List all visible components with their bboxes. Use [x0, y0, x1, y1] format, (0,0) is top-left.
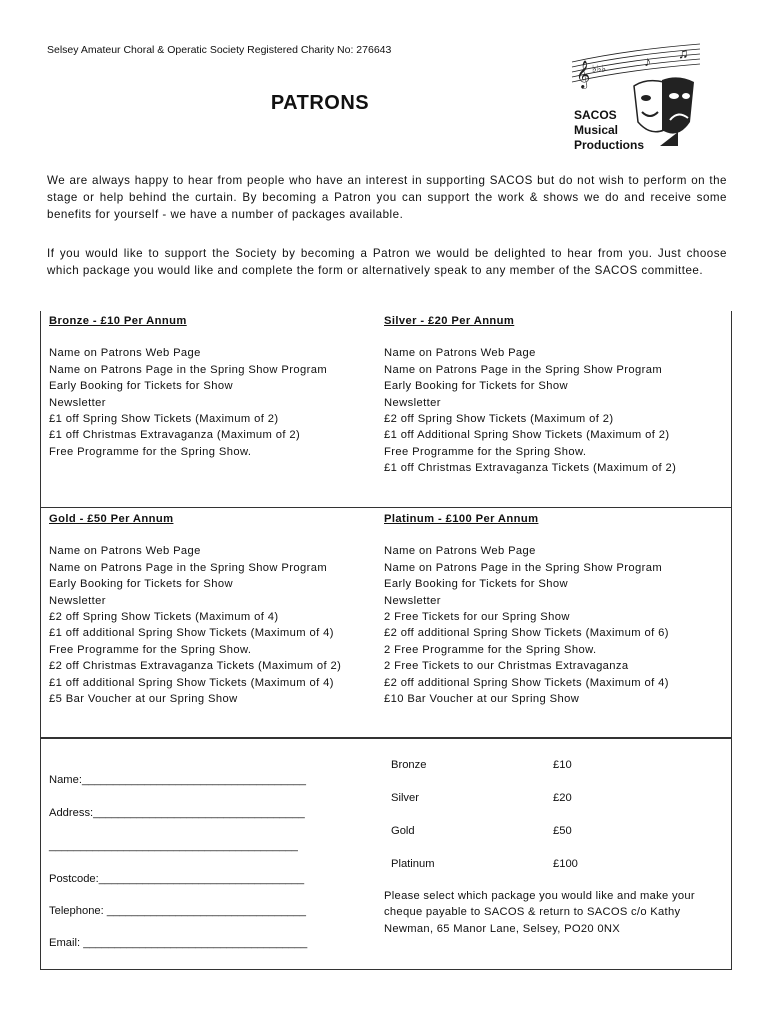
list-item: £1 off Additional Spring Show Tickets (Maximum of 2): [384, 429, 670, 442]
bronze-package: [49, 313, 327, 460]
list-item: £1 off Spring Show Tickets (Maximum of 2): [49, 413, 279, 426]
logo-line2: Musical: [574, 123, 619, 137]
price-row-platinum[interactable]: [391, 858, 578, 870]
platinum-heading: Platinum - £100 Per Annum: [384, 513, 539, 525]
list-item: Name on Patrons Page in the Spring Show Program: [384, 363, 663, 376]
logo-line1: SACOS: [574, 108, 617, 122]
list-item: Early Booking for Tickets for Show: [49, 578, 233, 591]
list-item: £1 off additional Spring Show Tickets (Maximum of 4): [49, 627, 334, 640]
price-label: Platinum: [391, 858, 435, 870]
list-item: Free Programme for the Spring Show.: [49, 445, 252, 458]
platinum-package: [384, 511, 669, 707]
price-label: Silver: [391, 792, 419, 804]
list-item: Newsletter: [49, 396, 106, 409]
price-row-bronze[interactable]: [391, 759, 572, 771]
list-item: Name on Patrons Page in the Spring Show Program: [49, 363, 328, 376]
list-item: 2 Free Tickets for our Spring Show: [384, 611, 570, 624]
address-field[interactable]: Address:__________________________________: [49, 807, 305, 819]
address-line-2-field[interactable]: ________________________________________: [49, 840, 298, 852]
price-amount: £10: [553, 759, 572, 771]
list-item: Name on Patrons Web Page: [49, 545, 201, 558]
silver-package: [384, 313, 676, 477]
telephone-field[interactable]: Telephone: ________________________________: [49, 905, 306, 917]
name-field[interactable]: Name:____________________________________: [49, 774, 306, 786]
list-item: 2 Free Programme for the Spring Show.: [384, 643, 597, 656]
list-item: Early Booking for Tickets for Show: [49, 380, 233, 393]
sacos-logo: [566, 40, 706, 152]
list-item: Name on Patrons Web Page: [384, 347, 536, 360]
list-item: £1 off additional Spring Show Tickets (Maximum of 4): [49, 676, 334, 689]
packages-row-2: [40, 507, 732, 739]
list-item: Free Programme for the Spring Show.: [384, 445, 587, 458]
packages-row-1: [40, 311, 732, 508]
price-label: Bronze: [391, 759, 427, 771]
price-row-gold[interactable]: [391, 825, 572, 837]
price-amount: £20: [553, 792, 572, 804]
list-item: Free Programme for the Spring Show.: [49, 643, 252, 656]
price-amount: £50: [553, 825, 572, 837]
postcode-field[interactable]: Postcode:_________________________________: [49, 873, 305, 885]
svg-text:♪: ♪: [644, 53, 651, 69]
silver-heading: Silver - £20 Per Annum: [384, 315, 515, 327]
list-item: £5 Bar Voucher at our Spring Show: [49, 693, 238, 706]
intro-paragraph-2: If you would like to support the Society by becoming a Patron we would be delighted to hear from you. Just choose which package you would like and complete the form or alternatively speak to any member of the SACOS committee.: [47, 247, 727, 277]
society-header: Selsey Amateur Choral & Operatic Society Registered Charity No: 276643: [47, 44, 392, 56]
price-label: Gold: [391, 825, 415, 837]
list-item: £2 off Christmas Extravaganza Tickets (Maximum of 2): [49, 660, 342, 673]
price-row-silver[interactable]: [391, 792, 572, 804]
return-instructions: Please select which package you would like and make your cheque payable to SACOS & return to SACOS c/o Kathy Newman, 65 Manor Lane, Selsey, PO20 0NX: [384, 890, 695, 935]
list-item: £1 off Christmas Extravaganza Tickets (Maximum of 2): [384, 462, 677, 475]
gold-package: [49, 511, 341, 707]
list-item: 2 Free Tickets to our Christmas Extravaganza: [384, 660, 629, 673]
intro-paragraph-1: We are always happy to hear from people who have an interest in supporting SACOS but do not wish to perform on the stage or help behind the curtain. By becoming a Patron you can support the work & shows we do and receive some benefits for yourself - we have a number of packages available.: [47, 174, 727, 221]
list-item: £2 off additional Spring Show Tickets (Maximum of 4): [384, 676, 669, 689]
bronze-heading: Bronze - £10 Per Annum: [49, 315, 187, 327]
price-amount: £100: [553, 858, 578, 870]
list-item: Name on Patrons Web Page: [384, 545, 536, 558]
list-item: £1 off Christmas Extravaganza (Maximum of 2): [49, 429, 301, 442]
list-item: Newsletter: [49, 594, 106, 607]
list-item: Name on Patrons Web Page: [49, 347, 201, 360]
gold-heading: Gold - £50 Per Annum: [49, 513, 174, 525]
list-item: Name on Patrons Page in the Spring Show Program: [49, 561, 328, 574]
list-item: £10 Bar Voucher at our Spring Show: [384, 693, 580, 706]
svg-text:♭♭♭: ♭♭♭: [592, 64, 607, 75]
list-item: Early Booking for Tickets for Show: [384, 380, 568, 393]
list-item: Early Booking for Tickets for Show: [384, 578, 568, 591]
list-item: £2 off Spring Show Tickets (Maximum of 2): [384, 413, 614, 426]
list-item: Name on Patrons Page in the Spring Show Program: [384, 561, 663, 574]
list-item: Newsletter: [384, 396, 441, 409]
list-item: £2 off additional Spring Show Tickets (Maximum of 6): [384, 627, 669, 640]
email-field[interactable]: Email: ____________________________________: [49, 937, 308, 949]
page-title: PATRONS: [270, 92, 370, 114]
logo-line3: Productions: [574, 138, 645, 152]
list-item: £2 off Spring Show Tickets (Maximum of 4): [49, 611, 279, 624]
svg-text:𝄞: 𝄞: [576, 60, 591, 88]
list-item: Newsletter: [384, 594, 441, 607]
svg-text:♫: ♫: [678, 45, 689, 61]
application-form: [40, 737, 732, 970]
